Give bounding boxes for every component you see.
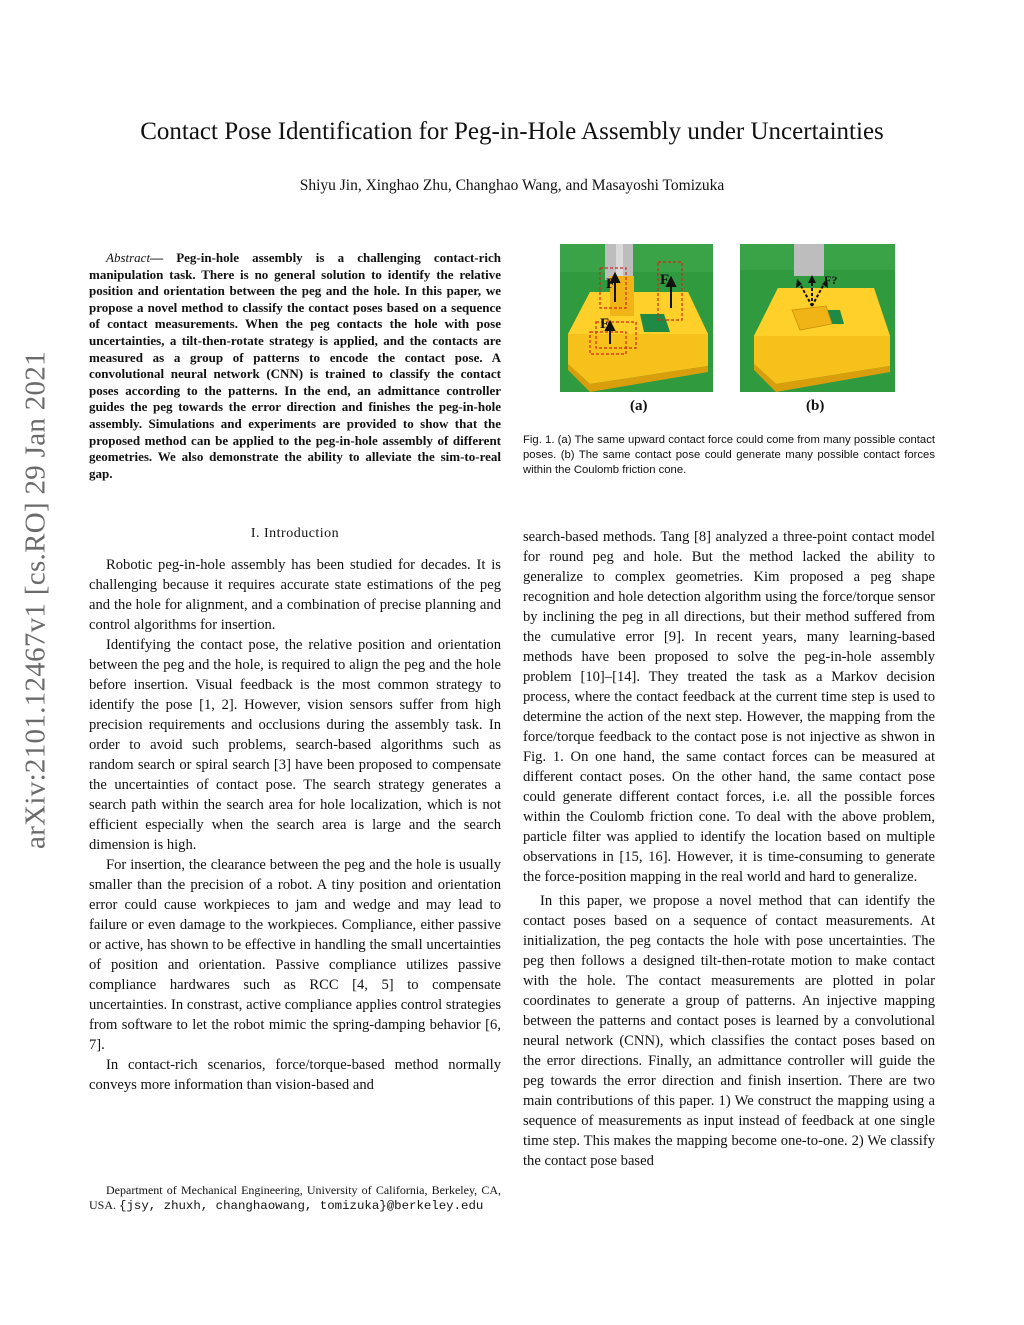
- paper-title: Contact Pose Identification for Peg-in-Hole Assembly under Uncertainties: [140, 118, 884, 145]
- abstract-dash: —: [150, 250, 164, 265]
- arxiv-id: arXiv:2101.12467v1 [cs.RO] 29 Jan 2021: [19, 351, 52, 849]
- intro-paragraph-5: search-based methods. Tang [8] analyzed a three-point contact model for round peg and hole. But the method lacked the ability to generalize to complex geometries. Kim proposed a peg shape recognition and hole detection algorithm using the force/torque sensor by inclining the peg in all directions, but their method suffered from the cumulative error [9]. In recent years, many learning-based methods have been proposed to solve the peg-in-hole assembly problem [10]–[14]. They treated the task as a Markov decision process, where the contact feedback at the current time step is used to determine the action of the next step. However, the mapping from the force/torque feedback to the contact pose is not injective as shwon in Fig. 1. On one hand, the same contact forces can be measured at different contact poses. On the other hand, the same contact pose could generate different contact forces, i.e. all the possible forces within the Coulomb friction cone. To deal with the above problem, particle filter was applied to identify the location based on multiple observations in [15, 16]. However, it is time-consuming to generate the force-position mapping in the real world and hard to generalize.: [523, 529, 935, 885]
- panel-a-photo: [560, 244, 713, 392]
- arxiv-stamp: [6, 240, 66, 960]
- affiliation-footnote: [89, 1183, 501, 1213]
- figure-1-caption: Fig. 1. (a) The same upward contact force could come from many possible contact poses. (b) The same contact pose could generate many possible contact forces within the Coulomb friction cone.: [523, 434, 935, 476]
- force-label-a3: F: [600, 316, 610, 332]
- intro-paragraph-2: Identifying the contact pose, the relative position and orientation between the peg and the hole, is required to align the peg and the hole before insertion. Visual feedback is the most common strategy to identify the pose [1, 2]. However, vision sensors suffer from high precision requirements and occlusions during the assembly task. In order to avoid such problems, search-based algorithms such as random search or spiral search [3] have been proposed to compensate the uncertainties of contact pose. The search strategy generates a search path within the search area for hole localization, which is not efficient especially when the search area is large and the search dimension is high.: [89, 637, 501, 853]
- intro-left-column: [89, 555, 501, 1095]
- intro-paragraph-1: Robotic peg-in-hole assembly has been studied for decades. It is challenging because it requires accurate state estimations of the peg and the hole for alignment, and a combination of precise planning and control algorithms for insertion.: [89, 557, 501, 633]
- figure-label-b: (b): [806, 398, 825, 414]
- abstract-label: Abstract: [106, 250, 151, 265]
- figure-1: [560, 244, 898, 414]
- paper-authors: Shiyu Jin, Xinghao Zhu, Changhao Wang, and Masayoshi Tomizuka: [299, 177, 725, 194]
- force-question-label: F?: [824, 273, 838, 287]
- intro-paragraph-4: In contact-rich scenarios, force/torque-based method normally conveys more information than vision-based and: [89, 1057, 501, 1093]
- figure-1-photos: [560, 244, 898, 414]
- affiliation-text: Department of Mechanical Engineering, University of California, Berkeley, CA, USA.: [89, 1183, 501, 1212]
- intro-paragraph-6: In this paper, we propose a novel method that can identify the contact poses based on a sequence of contact measurements. At initialization, the peg contacts the hole with pose uncertainties. The peg then follows a designed tilt-then-rotate motion to make contact with the hole. The contact measurements are plotted in polar coordinates to generate a group of patterns. An injective mapping between the patterns and contact poses is learned by a convolutional neural network (CNN), which classifies the contact poses based on the error directions. Finally, an admittance controller will guide the peg towards the error direction and finish insertion. There are two main contributions of this paper. 1) We construct the mapping using a sequence of measurements as input instead of feedback at one single time step. This makes the mapping become one-to-one. 2) We classify the contact pose based: [523, 893, 935, 1169]
- force-label-a2: F: [660, 272, 670, 288]
- force-label-a1: F: [606, 276, 616, 292]
- section-heading-introduction: I. Introduction: [250, 526, 340, 541]
- panel-b-photo: [740, 244, 895, 392]
- intro-paragraph-3: For insertion, the clearance between the peg and the hole is usually smaller than the precision of a robot. A tiny position and orientation error could cause workpieces to jam and wedge and may lead to failure or even damage to the workpieces. Compliance, either passive or active, has shown to be effective in handling the small uncertainties of position and orientation. Passive compliance utilizes passive compliance hardwares such as RCC [4, 5] to compensate uncertainties. In constrast, active compliance applies control strategies from software to let the robot mimic the spring-damping behavior [6, 7].: [89, 857, 501, 1053]
- figure-label-a: (a): [630, 398, 648, 414]
- abstract: [89, 250, 501, 482]
- author-emails: {jsy, zhuxh, changhaowang, tomizuka}@berkeley.edu: [119, 1198, 484, 1213]
- abstract-text: Peg-in-hole assembly is a challenging contact-rich manipulation task. There is no general solution to identify the relative position and orientation between the peg and the hole. In this paper, we propose a novel method to classify the contact poses based on a sequence of contact measurements. When the peg contacts the hole with pose uncertainties, a tilt-then-rotate strategy is applied, and the contacts are measured as a group of patterns to encode the contact pose. A convolutional neural network (CNN) is trained to classify the contact poses according to the patterns. In the end, an admittance controller guides the peg towards the error direction and finishes the peg-in-hole assembly. Simulations and experiments are provided to show that the proposed method can be applied to the peg-in-hole assembly of different geometries. We also demonstrate the ability to alleviate the sim-to-real gap.: [89, 250, 502, 481]
- intro-right-column: [523, 527, 935, 1171]
